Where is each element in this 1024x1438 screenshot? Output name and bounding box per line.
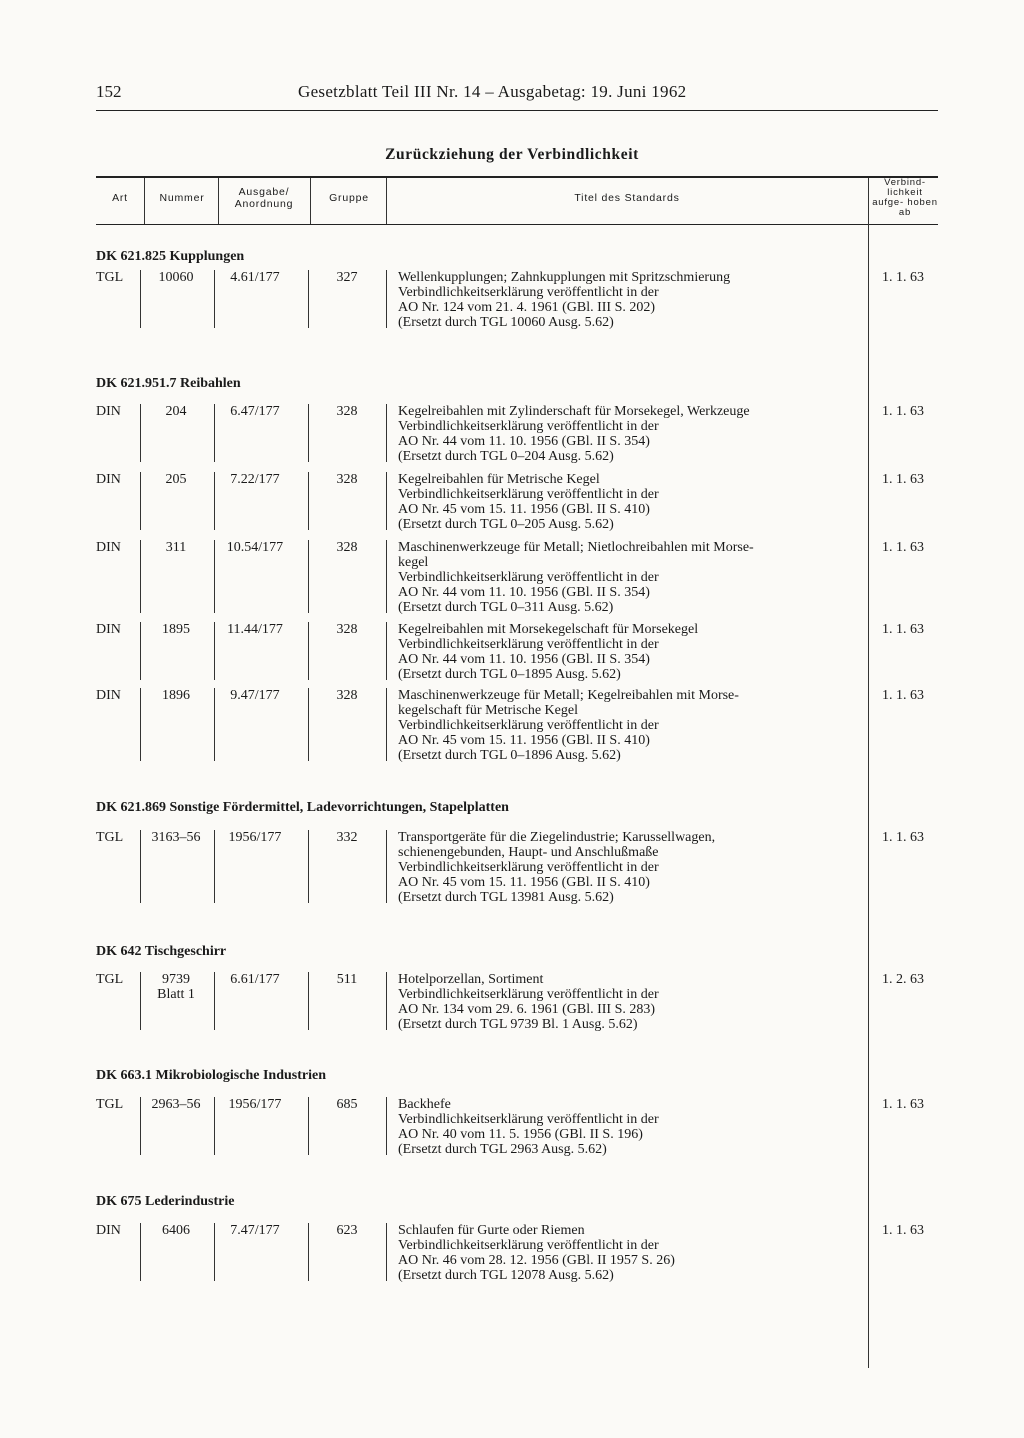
row-separator	[386, 830, 387, 903]
titel-line: Kegelreibahlen für Metrische Kegel	[398, 472, 600, 487]
row-separator	[308, 830, 309, 903]
cell-nummer-main: 205	[165, 472, 187, 487]
cell-nummer-main: 1896	[162, 688, 190, 703]
cell-art: TGL	[96, 972, 124, 987]
col-separator	[310, 178, 311, 224]
cell-gruppe: 328	[336, 404, 358, 419]
cell-titel	[398, 404, 860, 464]
titel-line: Verbindlichkeitserklärung veröffentlicht in der	[398, 570, 659, 585]
cell-ausgabe: 9.47/177	[230, 688, 280, 703]
titel-line: Backhefe	[398, 1097, 451, 1112]
titel-line: Schlaufen für Gurte oder Riemen	[398, 1223, 585, 1238]
titel-line: Verbindlichkeitserklärung veröffentlicht in der	[398, 718, 659, 733]
row-separator	[386, 1097, 387, 1155]
cell-art: DIN	[96, 540, 121, 555]
cell-gruppe: 328	[336, 472, 358, 487]
titel-line: Verbindlichkeitserklärung veröffentlicht in der	[398, 285, 659, 300]
cell-art: TGL	[96, 1097, 124, 1112]
cell-ausgabe: 6.61/177	[230, 972, 280, 987]
cell-gruppe: 332	[336, 830, 358, 845]
cell-nummer	[142, 540, 210, 555]
cell-ausgabe: 6.47/177	[230, 404, 280, 419]
cell-nummer	[142, 972, 210, 1002]
cell-titel	[398, 540, 860, 615]
cell-nummer-main: 311	[165, 540, 187, 555]
cell-titel	[398, 622, 860, 682]
row-separator	[386, 622, 387, 680]
row-separator	[308, 622, 309, 680]
cell-art: DIN	[96, 472, 121, 487]
cell-datum: 1. 1. 63	[882, 688, 924, 703]
row-separator	[140, 830, 141, 903]
cell-nummer	[142, 622, 210, 637]
titel-line: (Ersetzt durch TGL 9739 Bl. 1 Ausg. 5.62)	[398, 1017, 638, 1032]
titel-line: AO Nr. 46 vom 28. 12. 1956 (GBl. II 1957 S. 26)	[398, 1253, 675, 1268]
cell-titel	[398, 472, 860, 532]
section-title-text: DK 621.869 Sonstige Fördermittel, Ladevorrichtungen, Stapelplatten	[96, 800, 509, 815]
cell-ausgabe: 11.44/177	[227, 622, 283, 637]
cell-art: DIN	[96, 1223, 121, 1238]
row-separator	[308, 688, 309, 761]
titel-line: Verbindlichkeitserklärung veröffentlicht in der	[398, 487, 659, 502]
row-separator	[214, 830, 215, 903]
cell-nummer	[142, 1097, 210, 1112]
cell-titel	[398, 1097, 860, 1157]
titel-line: AO Nr. 124 vom 21. 4. 1961 (GBl. III S. 202)	[398, 300, 656, 315]
cell-nummer-sub: Blatt 1	[157, 987, 195, 1002]
row-separator	[386, 688, 387, 761]
cell-ausgabe: 7.47/177	[230, 1223, 280, 1238]
cell-titel	[398, 1223, 860, 1283]
cell-gruppe: 685	[336, 1097, 358, 1112]
titel-line: (Ersetzt durch TGL 13981 Ausg. 5.62)	[398, 890, 614, 905]
cell-gruppe: 623	[336, 1223, 358, 1238]
table-row	[96, 688, 938, 763]
titel-line: Verbindlichkeitserklärung veröffentlicht in der	[398, 419, 659, 434]
row-separator	[308, 404, 309, 462]
cell-nummer-main: 9739	[162, 972, 190, 987]
cell-titel	[398, 270, 860, 330]
cell-gruppe: 328	[336, 622, 358, 637]
row-separator	[386, 404, 387, 462]
col-head-art: Art	[112, 192, 128, 204]
titel-line: (Ersetzt durch TGL 2963 Ausg. 5.62)	[398, 1142, 607, 1157]
cell-ausgabe: 1956/177	[228, 1097, 282, 1112]
col-separator	[144, 178, 145, 224]
table-row	[96, 830, 938, 905]
cell-datum: 1. 1. 63	[882, 472, 924, 487]
titel-line: AO Nr. 45 vom 15. 11. 1956 (GBl. II S. 410)	[398, 502, 650, 517]
row-separator	[214, 622, 215, 680]
col-head-titel: Titel des Standards	[574, 192, 680, 204]
row-separator	[140, 404, 141, 462]
row-separator	[386, 540, 387, 613]
row-separator	[140, 688, 141, 761]
row-separator	[140, 622, 141, 680]
cell-nummer-main: 3163–56	[151, 830, 201, 845]
row-separator	[308, 1097, 309, 1155]
titel-line: Hotelporzellan, Sortiment	[398, 972, 544, 987]
column-headers	[96, 178, 938, 224]
row-separator	[308, 1223, 309, 1281]
cell-titel	[398, 830, 860, 905]
titel-line: (Ersetzt durch TGL 12078 Ausg. 5.62)	[398, 1268, 614, 1283]
row-separator	[386, 472, 387, 530]
cell-datum: 1. 2. 63	[882, 972, 924, 987]
row-separator	[308, 270, 309, 328]
cell-nummer	[142, 270, 210, 285]
cell-datum: 1. 1. 63	[882, 1223, 924, 1238]
section-title-text: DK 642 Tischgeschirr	[96, 944, 227, 959]
titel-line: AO Nr. 45 vom 15. 11. 1956 (GBl. II S. 410)	[398, 875, 650, 890]
row-separator	[140, 1223, 141, 1281]
cell-gruppe: 511	[336, 972, 358, 987]
table-row	[96, 1223, 938, 1283]
section-title-text: DK 621.825 Kupplungen	[96, 249, 245, 264]
row-separator	[214, 688, 215, 761]
cell-datum: 1. 1. 63	[882, 1097, 924, 1112]
titel-line: kegel	[398, 555, 429, 570]
running-header: Gesetzblatt Teil III Nr. 14 – Ausgabetag: 19. Juni 1962	[298, 82, 687, 101]
cell-ausgabe: 1956/177	[228, 830, 282, 845]
cell-gruppe: 328	[336, 688, 358, 703]
titel-line: Verbindlichkeitserklärung veröffentlicht in der	[398, 637, 659, 652]
titel-line: AO Nr. 44 vom 11. 10. 1956 (GBl. II S. 354)	[398, 434, 650, 449]
col-separator	[386, 178, 387, 224]
titel-line: Maschinenwerkzeuge für Metall; Nietlochreibahlen mit Morse-	[398, 540, 754, 555]
row-separator	[140, 540, 141, 613]
row-separator	[214, 472, 215, 530]
titel-line: Verbindlichkeitserklärung veröffentlicht in der	[398, 1238, 659, 1253]
col-head-verbindlichkeit: Verbind- lichkeit aufge- hoben ab	[872, 177, 938, 218]
table-row	[96, 540, 938, 615]
row-separator	[140, 270, 141, 328]
titel-line: AO Nr. 44 vom 11. 10. 1956 (GBl. II S. 354)	[398, 652, 650, 667]
col-separator	[218, 178, 219, 224]
titel-line: (Ersetzt durch TGL 0–1895 Ausg. 5.62)	[398, 667, 621, 682]
cell-datum: 1. 1. 63	[882, 404, 924, 419]
cell-titel	[398, 972, 860, 1032]
cell-nummer-main: 1895	[162, 622, 190, 637]
titel-line: Kegelreibahlen mit Zylinderschaft für Morsekegel, Werkzeuge	[398, 404, 750, 419]
cell-nummer	[142, 404, 210, 419]
cell-nummer-main: 10060	[158, 270, 194, 285]
cell-art: TGL	[96, 270, 124, 285]
table-row	[96, 972, 938, 1032]
cell-ausgabe: 4.61/177	[230, 270, 280, 285]
row-separator	[386, 972, 387, 1030]
cell-art: TGL	[96, 830, 124, 845]
cell-gruppe: 328	[336, 540, 358, 555]
cell-art: DIN	[96, 688, 121, 703]
header-bottom-rule	[96, 224, 938, 225]
cell-ausgabe: 7.22/177	[230, 472, 280, 487]
titel-line: (Ersetzt durch TGL 0–311 Ausg. 5.62)	[398, 600, 614, 615]
row-separator	[308, 540, 309, 613]
cell-datum: 1. 1. 63	[882, 270, 924, 285]
row-separator	[214, 540, 215, 613]
cell-nummer	[142, 688, 210, 703]
cell-nummer	[142, 830, 210, 845]
titel-line: AO Nr. 40 vom 11. 5. 1956 (GBl. II S. 196)	[398, 1127, 643, 1142]
titel-line: Verbindlichkeitserklärung veröffentlicht in der	[398, 1112, 659, 1127]
header-rule	[96, 110, 938, 111]
row-separator	[140, 1097, 141, 1155]
row-separator	[214, 972, 215, 1030]
section-title-text: DK 675 Lederindustrie	[96, 1194, 235, 1209]
col-head-gruppe: Gruppe	[329, 192, 369, 204]
titel-line: Verbindlichkeitserklärung veröffentlicht in der	[398, 987, 659, 1002]
titel-line: AO Nr. 45 vom 15. 11. 1956 (GBl. II S. 410)	[398, 733, 650, 748]
row-separator	[214, 270, 215, 328]
row-separator	[386, 270, 387, 328]
table-row	[96, 622, 938, 682]
col-head-nummer: Nummer	[159, 192, 205, 204]
cell-nummer	[142, 1223, 210, 1238]
titel-line: (Ersetzt durch TGL 0–205 Ausg. 5.62)	[398, 517, 614, 532]
section-title-text: DK 663.1 Mikrobiologische Industrien	[96, 1068, 326, 1083]
titel-line: AO Nr. 134 vom 29. 6. 1961 (GBl. III S. 283)	[398, 1002, 656, 1017]
right-column-rule	[868, 178, 869, 1368]
table-row	[96, 1097, 938, 1157]
row-separator	[308, 472, 309, 530]
table-heading: Zurückziehung der Verbindlichkeit	[385, 146, 639, 163]
row-separator	[140, 972, 141, 1030]
cell-gruppe: 327	[336, 270, 358, 285]
row-separator	[214, 1223, 215, 1281]
cell-nummer-main: 2963–56	[151, 1097, 201, 1112]
table-row	[96, 404, 938, 464]
row-separator	[140, 472, 141, 530]
row-separator	[386, 1223, 387, 1281]
section-title-text: DK 621.951.7 Reibahlen	[96, 376, 241, 391]
col-head-ausgabe: Ausgabe/ Anordnung	[234, 186, 294, 210]
titel-line: AO Nr. 44 vom 11. 10. 1956 (GBl. II S. 354)	[398, 585, 650, 600]
row-separator	[214, 404, 215, 462]
cell-titel	[398, 688, 860, 763]
titel-line: Kegelreibahlen mit Morsekegelschaft für Morsekegel	[398, 622, 699, 637]
cell-art: DIN	[96, 404, 121, 419]
table-row	[96, 270, 938, 330]
cell-datum: 1. 1. 63	[882, 622, 924, 637]
cell-datum: 1. 1. 63	[882, 540, 924, 555]
cell-ausgabe: 10.54/177	[226, 540, 284, 555]
cell-nummer	[142, 472, 210, 487]
row-separator	[308, 972, 309, 1030]
row-separator	[214, 1097, 215, 1155]
cell-datum: 1. 1. 63	[882, 830, 924, 845]
titel-line: Verbindlichkeitserklärung veröffentlicht in der	[398, 860, 659, 875]
cell-art: DIN	[96, 622, 121, 637]
titel-line: kegelschaft für Metrische Kegel	[398, 703, 578, 718]
titel-line: Wellenkupplungen; Zahnkupplungen mit Spritzschmierung	[398, 270, 731, 285]
titel-line: schienengebunden, Haupt- und Anschlußmaße	[398, 845, 659, 860]
titel-line: Transportgeräte für die Ziegelindustrie; Karussellwagen,	[398, 830, 716, 845]
cell-nummer-main: 204	[165, 404, 187, 419]
titel-line: Maschinenwerkzeuge für Metall; Kegelreibahlen mit Morse-	[398, 688, 739, 703]
table-row	[96, 472, 938, 532]
cell-nummer-main: 6406	[162, 1223, 190, 1238]
page-number: 152	[96, 82, 122, 101]
titel-line: (Ersetzt durch TGL 10060 Ausg. 5.62)	[398, 315, 614, 330]
titel-line: (Ersetzt durch TGL 0–1896 Ausg. 5.62)	[398, 748, 621, 763]
titel-line: (Ersetzt durch TGL 0–204 Ausg. 5.62)	[398, 449, 614, 464]
